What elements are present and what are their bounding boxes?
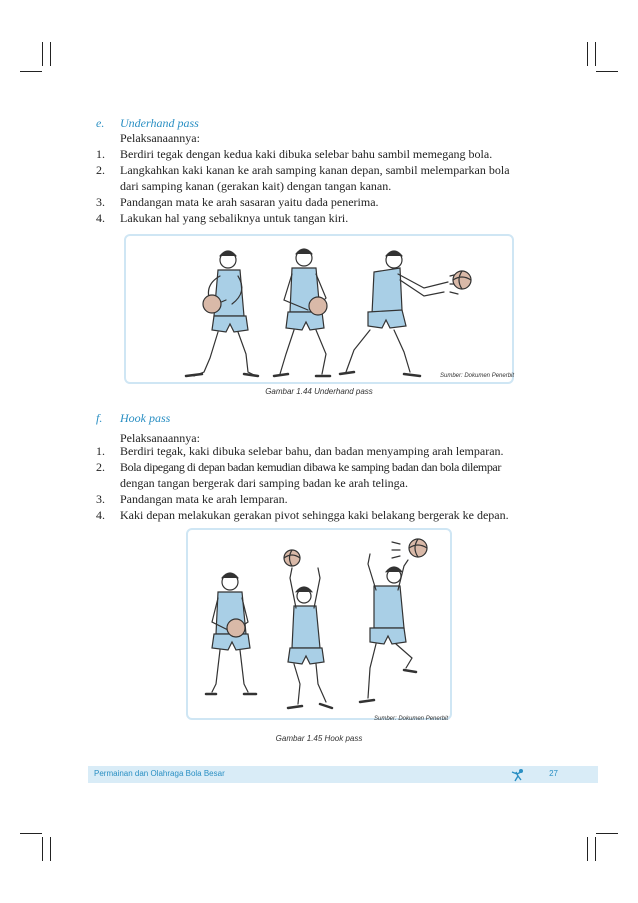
section-e-step-2-text-cont: dari samping kanan (gerakan kait) dengan tangan kanan. (120, 179, 392, 193)
section-f-step-2-text: Bola dipegang di depan badan kemudian dibawa ke samping badan dan bola dilempar (120, 460, 501, 474)
player-figure (360, 554, 416, 702)
figure-credit: Sumber: Dokumen Penerbit (440, 373, 515, 379)
figure-underhand-pass (124, 234, 514, 384)
section-e-step-4-text: Lakukan hal yang sebaliknya untuk tangan kiri. (120, 211, 349, 225)
footer-band (88, 766, 598, 783)
player-figure (186, 251, 258, 376)
section-e-step-1-text: Berdiri tegak dengan kedua kaki dibuka selebar bahu sambil memegang bola. (120, 147, 493, 161)
footer-book-title: Permainan dan Olahraga Bola Besar (94, 769, 225, 778)
section-e-step-3-text: Pandangan mata ke arah sasaran yaitu dada penerima. (120, 195, 379, 209)
section-e-step-3-num: 3. (96, 195, 105, 209)
crop-mark (20, 71, 42, 72)
section-f-step-3-num: 3. (96, 492, 105, 506)
crop-mark (50, 837, 51, 861)
figure-caption: Gambar 1.45 Hook pass (275, 734, 363, 743)
crop-mark (587, 42, 588, 66)
section-f-step-4-num: 4. (96, 508, 105, 522)
crop-mark (596, 833, 618, 834)
section-f-step-4-text: Kaki depan melakukan gerakan pivot sehingga kaki belakang bergerak ke depan. (120, 508, 509, 522)
figure-hook-pass (186, 528, 452, 720)
player-figure (206, 573, 256, 694)
page-number: 27 (549, 769, 558, 778)
section-f-intro: Pelaksanaannya: (120, 431, 200, 445)
figure-caption: Gambar 1.44 Underhand pass (265, 387, 373, 396)
figure-credit: Sumber: Dokumen Penerbit (374, 716, 449, 722)
crop-mark (50, 42, 51, 66)
crop-mark (595, 837, 596, 861)
section-e-step-1-num: 1. (96, 147, 105, 161)
section-f-step-2-num: 2. (96, 460, 105, 474)
crop-mark (20, 833, 42, 834)
section-f-step-1-num: 1. (96, 444, 105, 458)
section-f-step-3-text: Pandangan mata ke arah lemparan. (120, 492, 288, 506)
section-e-step-4-num: 4. (96, 211, 105, 225)
section-e-step-2-text: Langkahkan kaki kanan ke arah samping kanan depan, sambil melemparkan bola (120, 163, 510, 177)
underhand-pass-illustration (126, 236, 515, 382)
basketball-icon (409, 539, 427, 557)
crop-mark (587, 837, 588, 861)
section-e-intro: Pelaksanaannya: (120, 131, 200, 145)
section-f-step-1-text: Berdiri tegak, kaki dibuka selebar bahu, dan badan menyamping arah lemparan. (120, 444, 504, 458)
section-e-step-2-num: 2. (96, 163, 105, 177)
player-figure (340, 251, 458, 376)
crop-mark (596, 71, 618, 72)
section-f-step-2-text-cont: dengan tangan bergerak dari samping badan ke arah telinga. (120, 476, 408, 490)
hook-pass-illustration (188, 530, 450, 718)
player-figure (284, 550, 332, 708)
section-e-title: Underhand pass (120, 116, 199, 130)
crop-mark (42, 837, 43, 861)
basketball-icon (453, 271, 471, 289)
basketball-player-icon (510, 768, 524, 782)
section-e-letter: e. (96, 116, 105, 130)
crop-mark (595, 42, 596, 66)
section-f-letter: f. (96, 411, 103, 425)
crop-mark (42, 42, 43, 66)
section-f-title: Hook pass (120, 411, 171, 425)
player-figure (274, 249, 330, 376)
